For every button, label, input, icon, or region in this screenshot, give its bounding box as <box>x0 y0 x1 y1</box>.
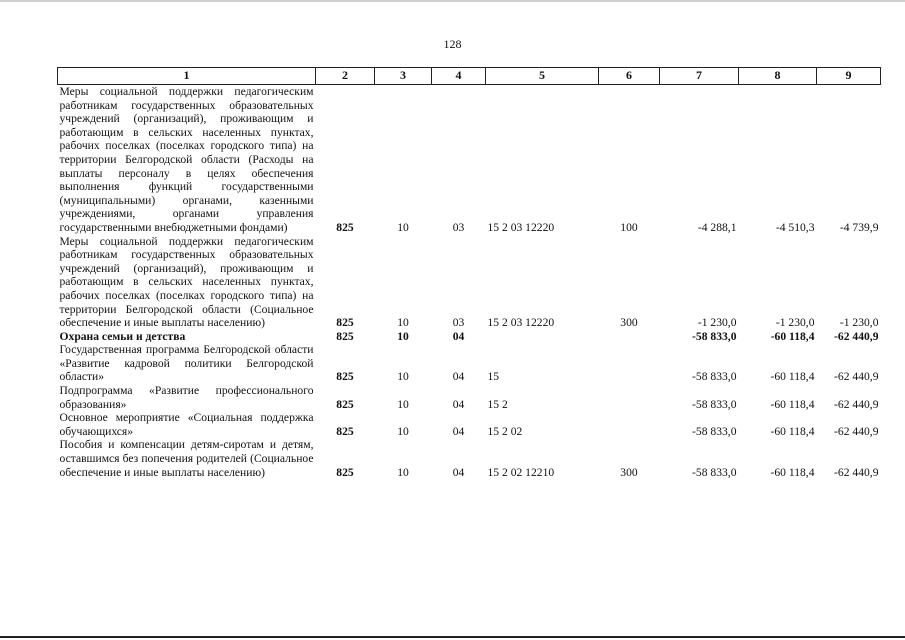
row-subsection: 03 <box>452 316 465 330</box>
budget-table <box>57 67 881 479</box>
row-expense-type <box>599 411 660 438</box>
row-amount-8: -4 510,3 <box>775 220 815 234</box>
row-admin-code: 825 <box>336 316 354 330</box>
row-amount-7: -58 833,0 <box>692 329 737 343</box>
row-description: Государственная программа Белгородской области «Развитие кадровой политики Белгородской области» <box>59 343 314 384</box>
table-row <box>58 235 881 330</box>
row-amount-8: -60 118,4 <box>770 465 815 479</box>
row-description: Охрана семьи и детства <box>59 329 186 343</box>
row-description: Меры социальной поддержки педагогическим работникам государственных образовательных учреждений (организаций), проживающим и работающим в сельских населенных пунктах, рабочих поселках (поселках городского типа) на территории Белгородской области (Социальное обеспечение и иные выплаты населению) <box>59 234 314 330</box>
header-row <box>58 68 881 85</box>
row-amount-8: -60 118,4 <box>770 370 815 384</box>
row-amount-9: -62 440,9 <box>834 397 879 411</box>
row-admin-code: 825 <box>336 220 354 234</box>
column-header-9: 9 <box>817 68 881 85</box>
page-number: 128 <box>443 37 462 51</box>
row-target-article <box>486 330 599 344</box>
row-amount-9: -62 440,9 <box>834 424 879 438</box>
row-amount-9: -4 739,9 <box>839 220 879 234</box>
row-expense-type <box>599 330 660 344</box>
row-amount-7: -4 288,1 <box>697 220 737 234</box>
row-admin-code: 825 <box>336 465 354 479</box>
row-amount-8: -1 230,0 <box>775 316 815 330</box>
row-amount-7: -58 833,0 <box>692 424 737 438</box>
column-header-3: 3 <box>375 68 432 85</box>
row-expense-type: 100 <box>620 220 638 234</box>
row-target-article: 15 2 <box>487 397 508 411</box>
column-header-8: 8 <box>739 68 817 85</box>
row-target-article: 15 2 02 <box>487 424 523 438</box>
row-admin-code: 825 <box>336 370 354 384</box>
table-row <box>58 330 881 344</box>
table-row <box>58 343 881 384</box>
row-subsection: 04 <box>452 424 465 438</box>
row-expense-type: 300 <box>620 465 638 479</box>
row-section: 10 <box>397 316 409 330</box>
row-expense-type <box>599 343 660 384</box>
row-subsection: 03 <box>452 220 465 234</box>
row-target-article: 15 2 02 12210 <box>487 465 555 479</box>
row-subsection: 04 <box>452 397 465 411</box>
row-target-article: 15 2 03 12220 <box>487 220 555 234</box>
column-header-5: 5 <box>486 68 599 85</box>
row-amount-9: -62 440,9 <box>834 329 879 343</box>
row-section: 10 <box>397 424 409 438</box>
column-header-4: 4 <box>432 68 486 85</box>
row-amount-9: -1 230,0 <box>839 316 879 330</box>
row-expense-type <box>599 384 660 411</box>
table-row <box>58 384 881 411</box>
row-description: Пособия и компенсации детям-сиротам и детям, оставшимся без попечения родителей (Социальное обеспечение и иные выплаты населению) <box>59 438 314 479</box>
row-amount-8: -60 118,4 <box>770 424 815 438</box>
row-subsection: 04 <box>452 370 465 384</box>
bottom-rule <box>0 636 905 638</box>
row-section: 10 <box>397 465 409 479</box>
row-subsection: 04 <box>452 329 465 343</box>
row-section: 10 <box>397 220 409 234</box>
row-admin-code: 825 <box>336 397 354 411</box>
table-row <box>58 85 881 235</box>
row-description: Подпрограмма «Развитие профессионального образования» <box>59 384 314 411</box>
row-section: 10 <box>397 329 409 343</box>
row-admin-code: 825 <box>336 329 354 343</box>
row-amount-7: -58 833,0 <box>692 397 737 411</box>
row-amount-8: -60 118,4 <box>770 329 815 343</box>
row-section: 10 <box>397 397 409 411</box>
row-target-article: 15 <box>487 370 500 384</box>
row-amount-9: -62 440,9 <box>834 465 879 479</box>
row-amount-8: -60 118,4 <box>770 397 815 411</box>
table-row <box>58 438 881 479</box>
row-target-article: 15 2 03 12220 <box>487 316 555 330</box>
row-amount-7: -58 833,0 <box>692 465 737 479</box>
row-amount-7: -1 230,0 <box>697 316 737 330</box>
column-header-6: 6 <box>599 68 660 85</box>
column-header-7: 7 <box>660 68 739 85</box>
column-header-1: 1 <box>58 68 316 85</box>
row-expense-type: 300 <box>620 316 638 330</box>
row-subsection: 04 <box>452 465 465 479</box>
row-amount-9: -62 440,9 <box>834 370 879 384</box>
row-description: Основное мероприятие «Социальная поддержка обучающихся» <box>59 411 314 438</box>
row-description: Меры социальной поддержки педагогическим работникам государственных образовательных учреждений (организаций), проживающим и работающим в сельских населенных пунктах, рабочих поселках (поселках городского типа) на территории Белгородской области (Расходы на выплаты персоналу в целях обеспечения выполнения функций государственными (муниципальными) органами, казенными учреждениями, органами управления государственными внебюджетными фондами) <box>59 85 314 234</box>
top-rule <box>0 0 905 2</box>
row-admin-code: 825 <box>336 424 354 438</box>
table-row <box>58 411 881 438</box>
column-header-2: 2 <box>316 68 375 85</box>
row-amount-7: -58 833,0 <box>692 370 737 384</box>
row-section: 10 <box>397 370 409 384</box>
